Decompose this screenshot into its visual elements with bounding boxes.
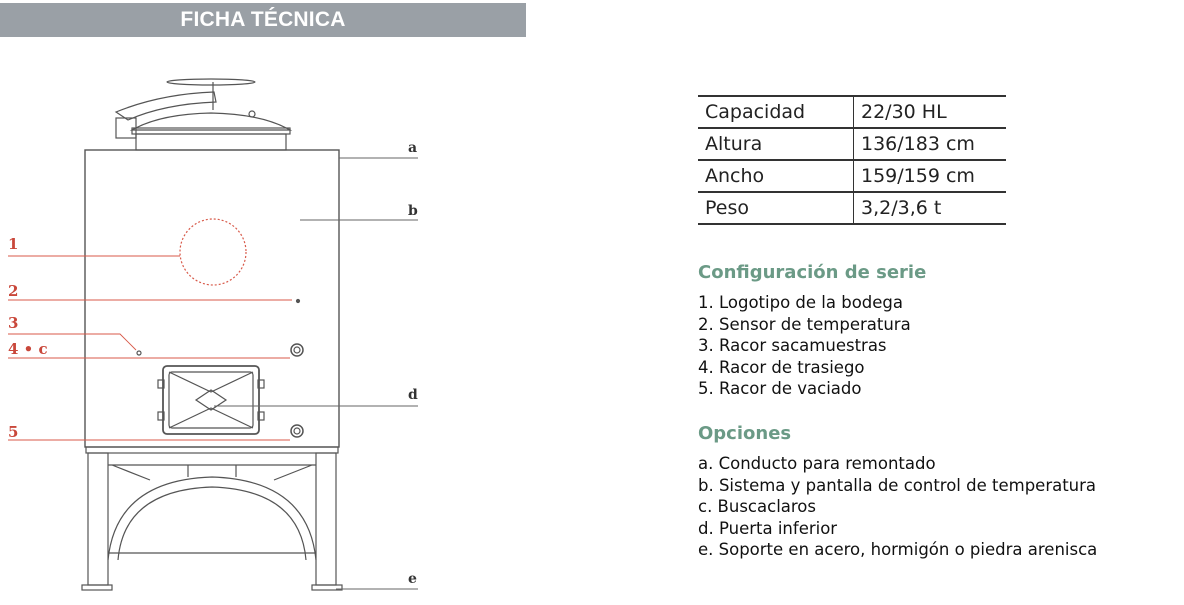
list-item: 2. Sensor de temperatura — [698, 314, 911, 334]
stand-frame — [86, 447, 338, 453]
sampling-valve — [137, 351, 141, 355]
stand-leg-left — [88, 453, 108, 585]
list-item: a. Conducto para remontado — [698, 454, 936, 473]
spec-table — [698, 95, 1006, 225]
callout-label-3: 3 — [8, 314, 19, 332]
table-row — [698, 96, 1006, 128]
spec-label: Altura — [698, 128, 854, 160]
manway-collar — [136, 134, 286, 150]
list-item: c. Buscaclaros — [698, 497, 816, 516]
spec-value: 136/183 cm — [854, 128, 1007, 160]
lid-valve — [249, 111, 255, 117]
opciones-title: Opciones — [698, 423, 792, 444]
callout-label-1: 1 — [8, 235, 19, 253]
tank-diagram — [0, 40, 440, 600]
table-row — [698, 192, 1006, 224]
stand-leg-right — [316, 453, 336, 585]
opciones-list — [698, 453, 1097, 561]
callout-label-a: a — [408, 140, 418, 156]
lid-arm — [116, 92, 216, 120]
spec-label: Peso — [698, 192, 854, 224]
callout-label-e: e — [408, 571, 417, 587]
table-row — [698, 160, 1006, 192]
header-band — [0, 3, 526, 37]
stand-arch — [108, 477, 316, 560]
callout-label-5: 5 — [8, 423, 19, 441]
spec-value: 159/159 cm — [854, 160, 1007, 192]
page-title: FICHA TÉCNICA — [180, 8, 346, 31]
list-item: 4. Racor de trasiego — [698, 357, 865, 377]
table-row — [698, 128, 1006, 160]
list-item: 3. Racor sacamuestras — [698, 336, 887, 355]
list-item: 5. Racor de vaciado — [698, 379, 862, 398]
callout-label-b: b — [408, 203, 418, 219]
callout-label-4c: 4 • c — [8, 340, 48, 358]
list-item: 1. Logotipo de la bodega — [698, 293, 904, 312]
list-item: d. Puerta inferior — [698, 518, 838, 538]
drain-valve — [291, 425, 303, 437]
handwheel — [167, 79, 255, 85]
spec-label: Ancho — [698, 160, 854, 192]
list-item: b. Sistema y pantalla de control de temperatura — [698, 475, 1097, 495]
tank-body — [85, 150, 339, 447]
list-item: e. Soporte en acero, hormigón o piedra arenisca — [698, 540, 1098, 559]
spec-value: 3,2/3,6 t — [854, 192, 1007, 224]
configuracion-title: Configuración de serie — [698, 262, 927, 283]
callout-label-d: d — [408, 387, 418, 403]
temperature-sensor — [297, 300, 300, 303]
spec-value: 22/30 HL — [854, 96, 1007, 128]
callout-label-2: 2 — [8, 282, 19, 300]
lid-rim — [132, 128, 290, 134]
racking-valve — [291, 344, 303, 356]
configuracion-list — [698, 292, 911, 400]
logo-circle — [180, 219, 246, 285]
spec-label: Capacidad — [698, 96, 854, 128]
